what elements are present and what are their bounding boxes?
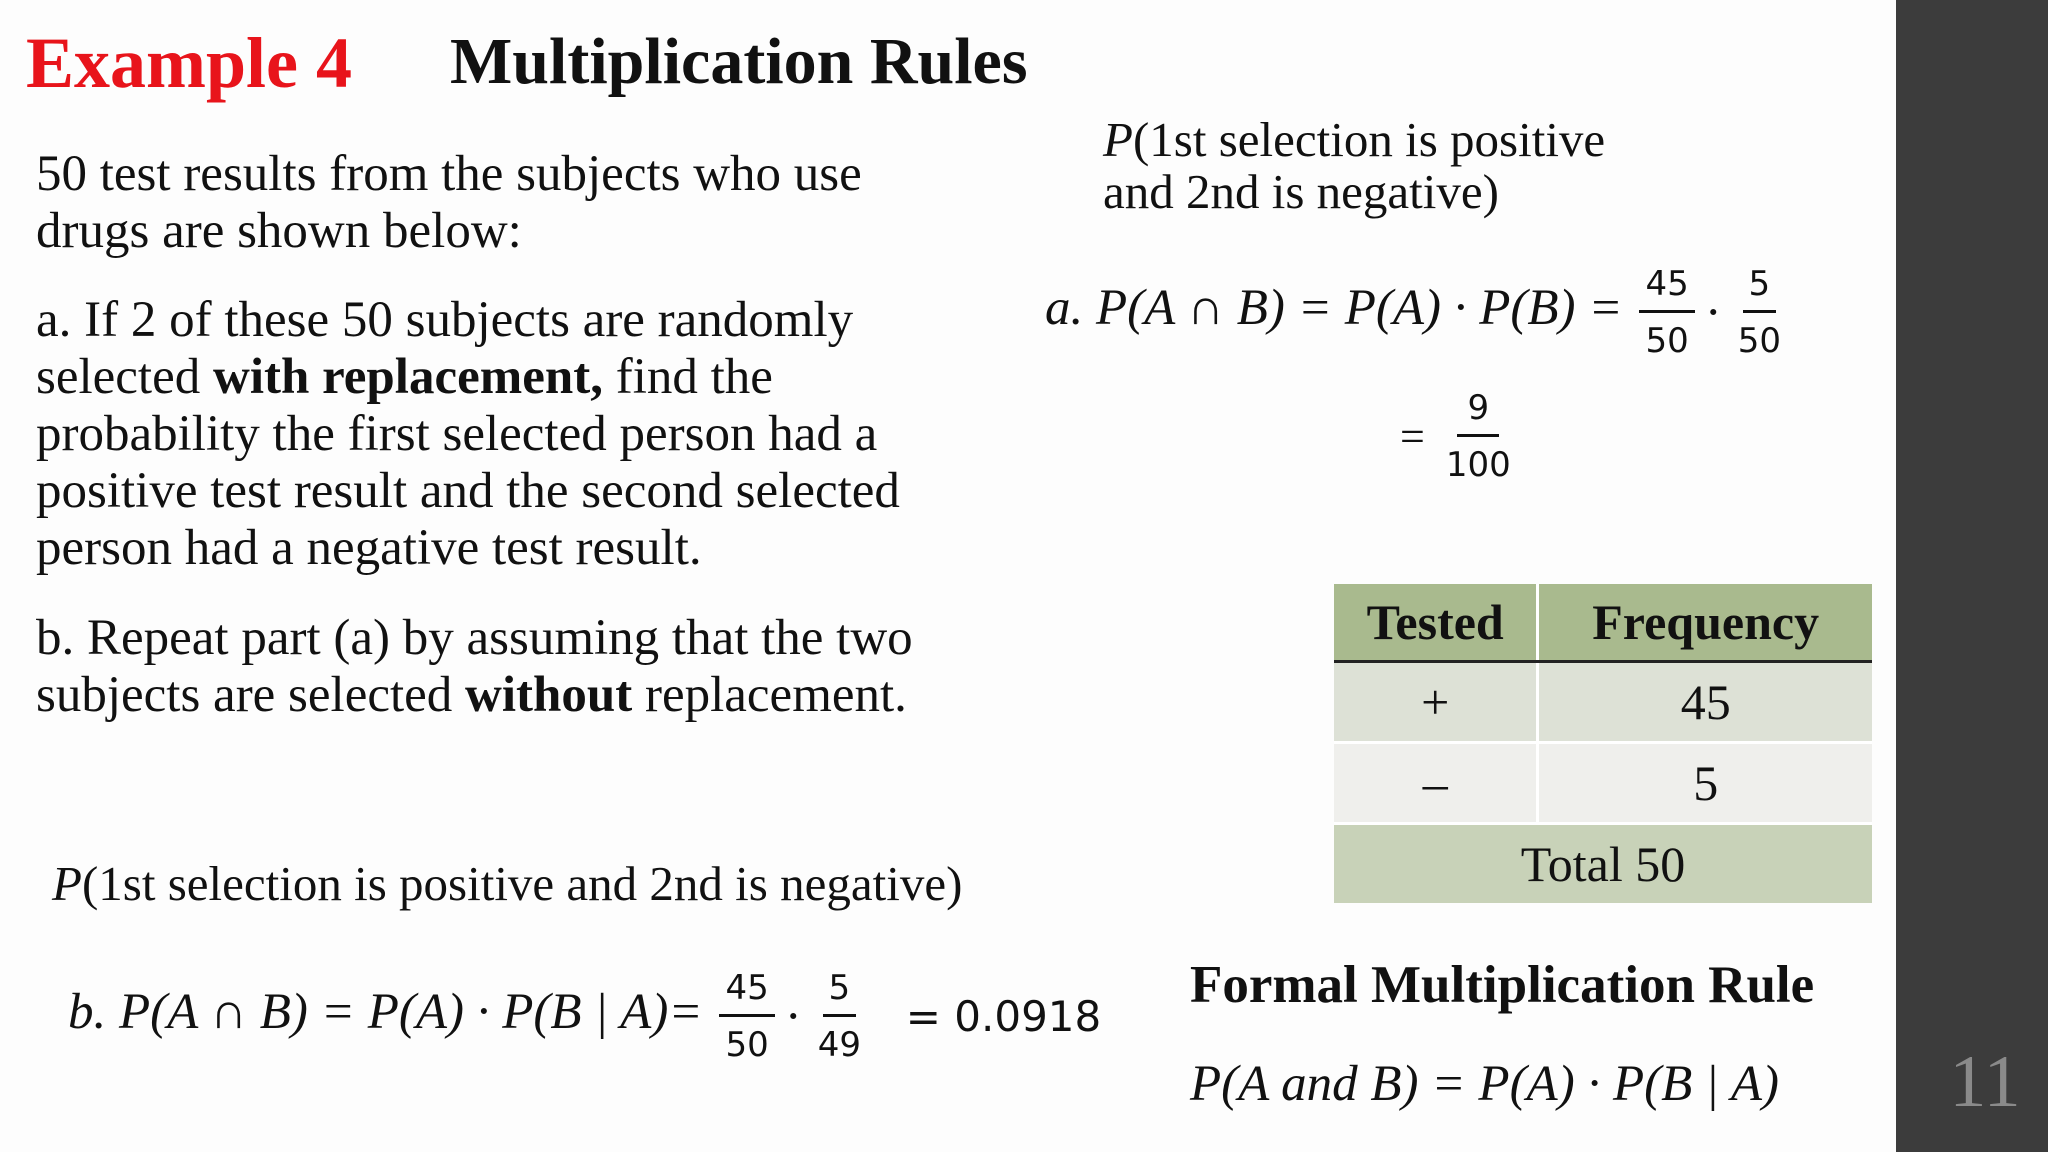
solution-a-event-p: P — [1103, 112, 1133, 167]
part-b-text — [36, 610, 936, 724]
fraction-denominator: 100 — [1445, 445, 1511, 485]
fraction-denominator: 50 — [1737, 321, 1781, 361]
fraction-numerator: 45 — [719, 966, 774, 1017]
part-b-emphasis: without — [465, 667, 633, 723]
solution-a-fraction-2 — [1732, 262, 1787, 363]
slide-title: Multiplication Rules — [450, 25, 1028, 98]
formal-rule-title: Formal Multiplication Rule — [1190, 956, 1815, 1014]
formal-rule-formula: P(A and B) = P(A) · P(B | A) — [1190, 1056, 1779, 1112]
solution-a-formula: P(A ∩ B) = P(A) · P(B) = — [1096, 280, 1623, 337]
solution-b-formula-line — [68, 966, 1101, 1067]
equals-sign: = — [1400, 412, 1425, 461]
cell-frequency-negative: 5 — [1538, 743, 1872, 824]
solution-a-event — [1103, 114, 1663, 218]
table-row — [1334, 662, 1872, 743]
fraction-denominator: 50 — [725, 1025, 769, 1065]
solution-b-event-text: (1st selection is positive and 2nd is negative) — [81, 856, 963, 911]
part-a-prefix: a. If 2 of these 50 subjects are randomly selected — [36, 292, 854, 405]
part-b-suffix: replacement. — [632, 667, 907, 723]
solution-b-result: = 0.0918 — [905, 992, 1102, 1041]
part-b-prefix: b. Repeat part (a) by assuming that the two subjects are selected — [36, 610, 913, 723]
solution-a-formula-line — [1045, 262, 1791, 363]
solution-b-fraction-2 — [812, 966, 867, 1067]
fraction-denominator: 50 — [1645, 321, 1689, 361]
solution-a-result-line — [1400, 386, 1521, 487]
solution-b-event — [52, 855, 1152, 912]
fraction-numerator: 45 — [1639, 262, 1694, 313]
fraction-denominator: 49 — [817, 1025, 861, 1065]
fraction-numerator: 5 — [823, 966, 857, 1017]
solution-b-event-p: P — [52, 856, 82, 911]
multiply-dot: · — [784, 988, 802, 1045]
example-label: Example 4 — [26, 23, 353, 103]
table-row — [1334, 743, 1872, 824]
cell-tested-positive: + — [1334, 662, 1538, 743]
column-header-tested: Tested — [1334, 584, 1538, 662]
intro-sentence: 50 test results from the subjects who use drugs are shown below: — [36, 146, 862, 259]
fraction-numerator: 9 — [1457, 386, 1499, 437]
solution-a-label: a. — [1045, 280, 1084, 337]
solution-b-label: b. — [68, 984, 107, 1041]
slide-number: 11 — [1949, 1041, 2021, 1123]
part-a-text — [36, 292, 976, 577]
table-header-row — [1334, 584, 1872, 662]
fraction-numerator: 5 — [1743, 262, 1777, 313]
solution-b-formula: P(A ∩ B) = P(A) · P(B | A)= — [119, 984, 703, 1041]
solution-b-fraction-1 — [719, 966, 774, 1067]
part-a-suffix: find the probability the first selected person had a positive test result and the second selected person had a negative test result. — [36, 349, 900, 576]
solution-a-event-text: (1st selection is positive and 2nd is negative) — [1103, 112, 1606, 219]
intro-text — [36, 146, 976, 260]
column-header-frequency: Frequency — [1538, 584, 1872, 662]
part-a-emphasis: with replacement, — [212, 349, 603, 405]
cell-frequency-positive: 45 — [1538, 662, 1872, 743]
cell-tested-negative: – — [1334, 743, 1538, 824]
multiply-dot: · — [1704, 284, 1722, 341]
solution-a-result-fraction — [1440, 386, 1517, 487]
frequency-table — [1334, 584, 1872, 903]
slide-sidebar — [1896, 0, 2048, 1152]
cell-total: Total 50 — [1334, 824, 1872, 904]
table-total-row — [1334, 824, 1872, 904]
solution-a-fraction-1 — [1639, 262, 1694, 363]
